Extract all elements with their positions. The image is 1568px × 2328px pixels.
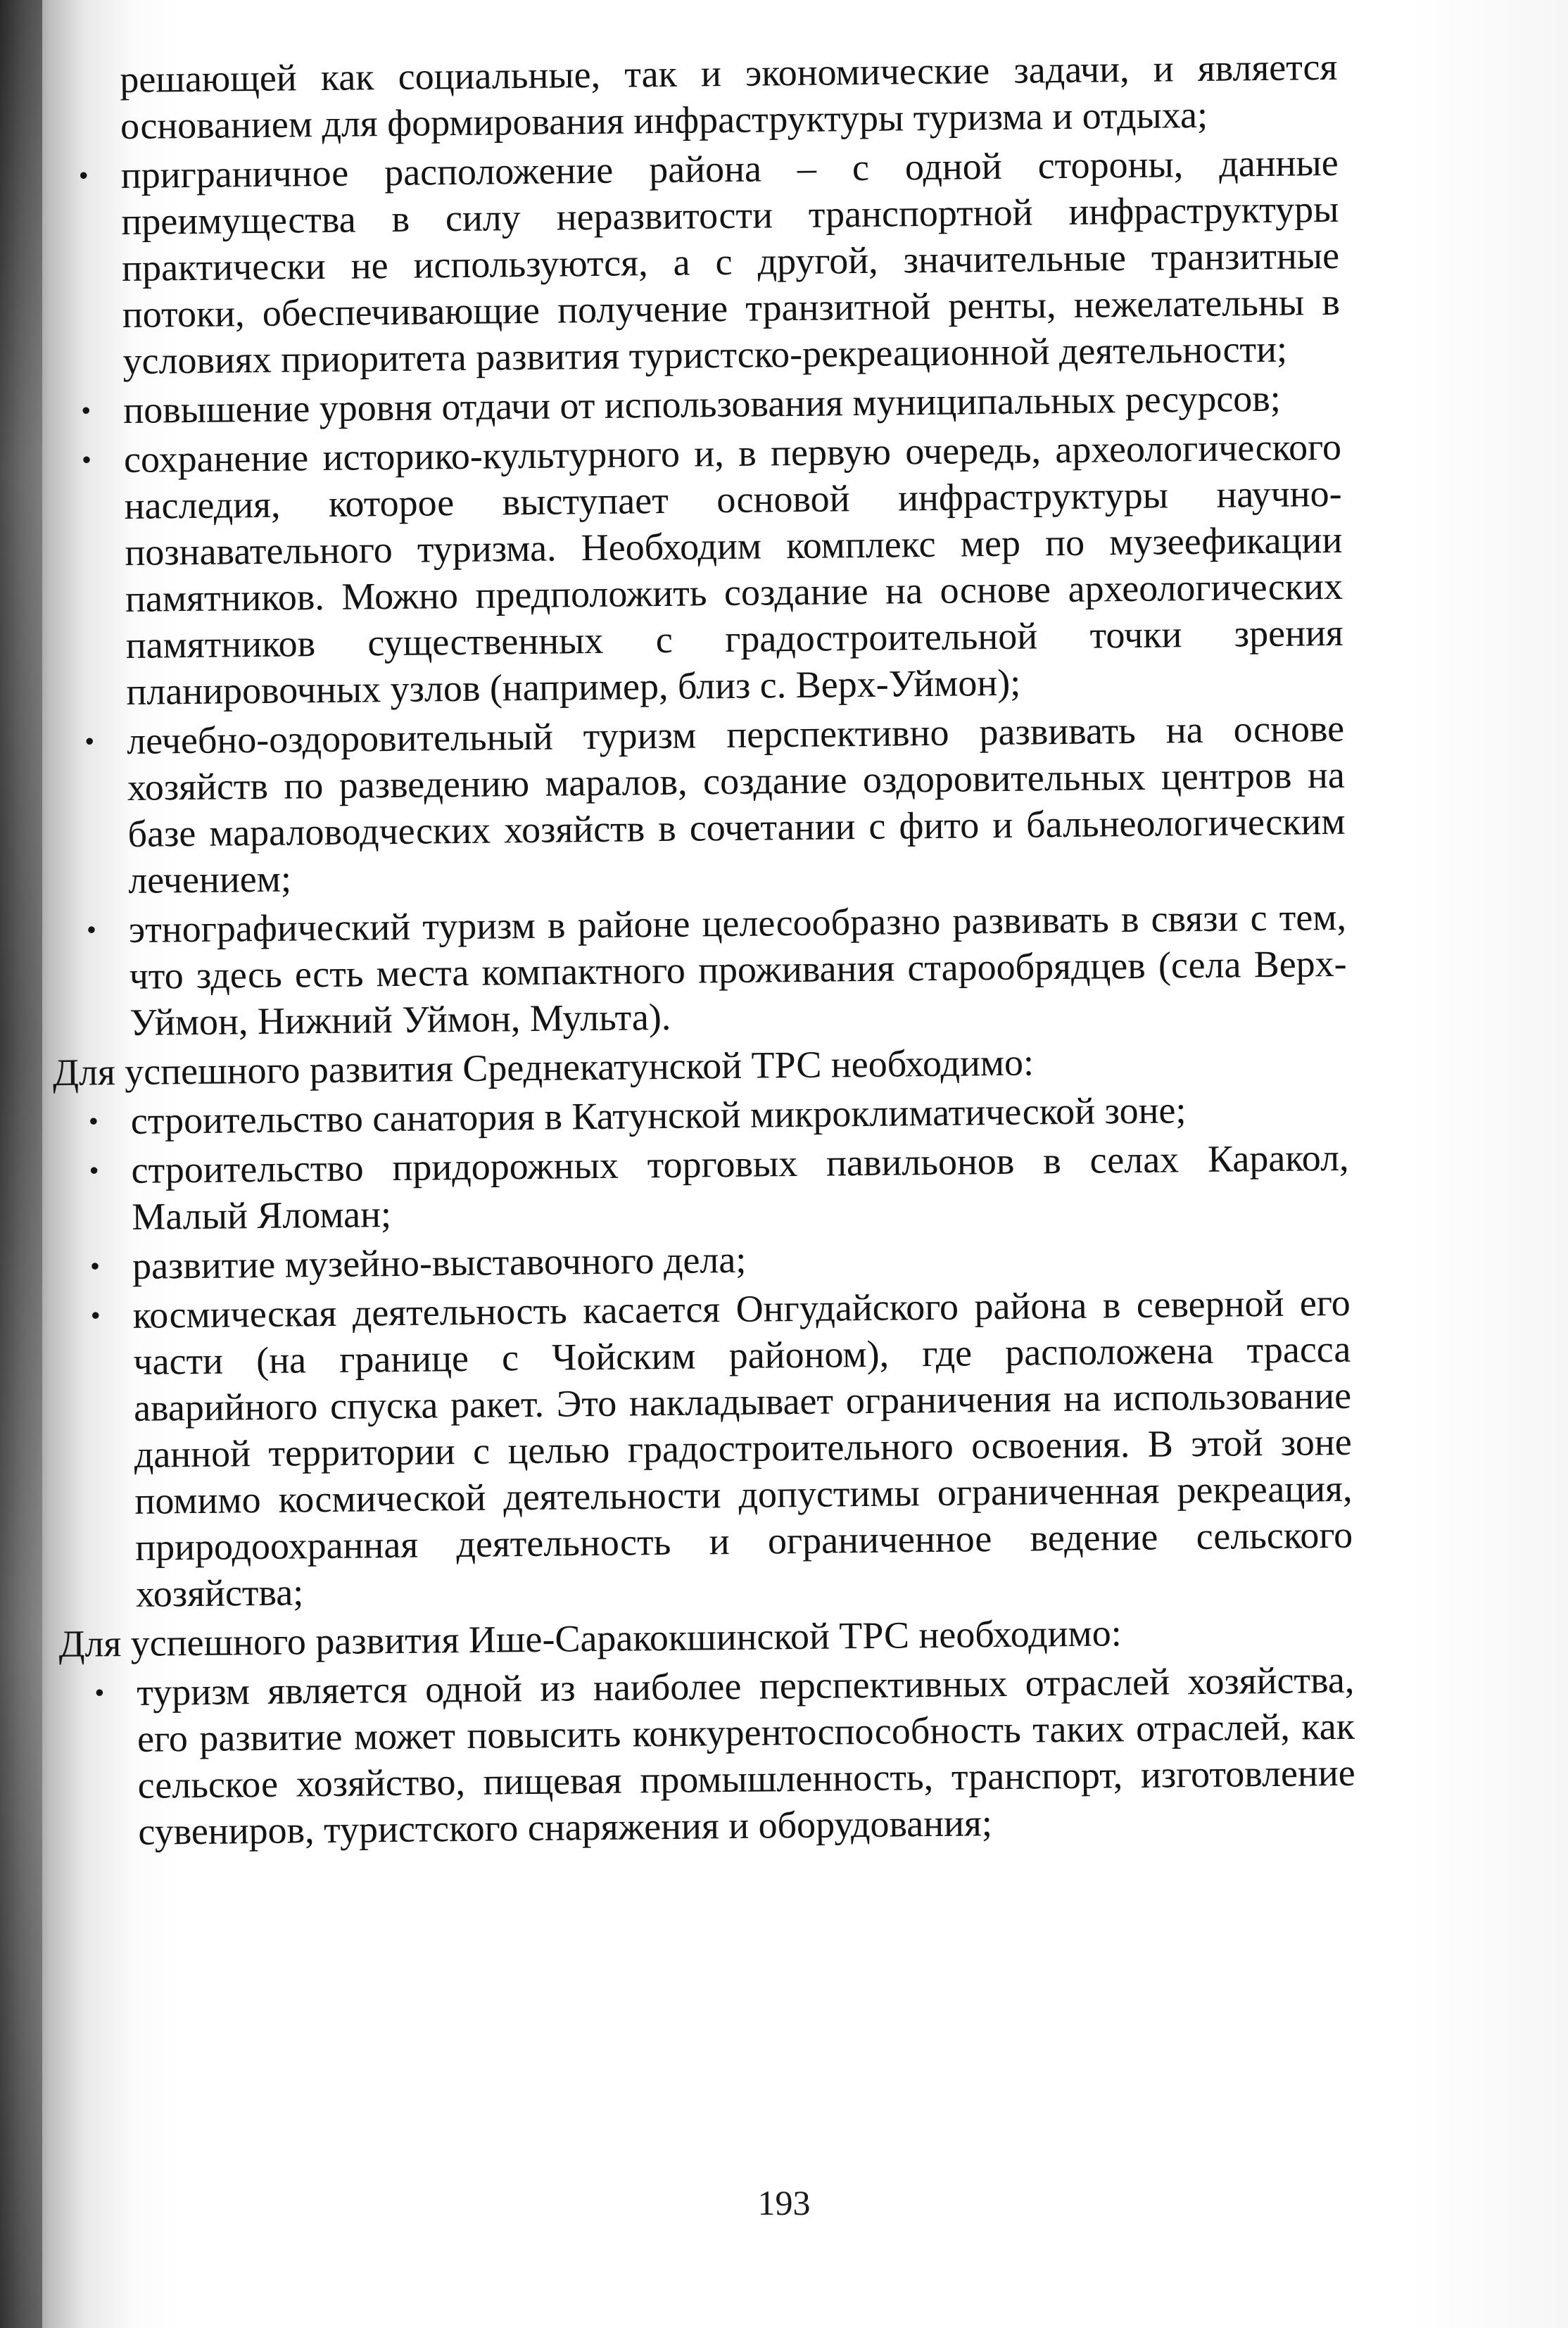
- bullet-icon: •: [88, 1105, 99, 1137]
- bullet-icon: •: [89, 1250, 101, 1282]
- list-item-text: туризм является одной из наиболее перспективных отраслей хозяйства, его развитие может повысить конкурентоспособность таких отраслей, как сельское хозяйство, пищевая промышленность, транспорт, изготовление сувениров, туристского снаряжения и оборудования;: [137, 1658, 1355, 1853]
- list-item: [88, 1085, 1348, 1144]
- list-item: [81, 374, 1341, 434]
- list-item-text: развитие музейно-выставочного дела;: [132, 1238, 747, 1287]
- list-item-text: космическая деятельность касается Онгудайского района в северной его части (на границе с Чойским районом), где расположена трасса аварийного спуска ракет. Это накладывает ограничения на использование данной территории с целью градостроительного освоения. В этой зоне помимо космической деятельности допустимы ограниченная рекреация, природоохранная деятельность и ограниченное ведение сельского хозяйства;: [132, 1281, 1353, 1615]
- body-text: [52, 44, 1356, 1858]
- bullet-icon: •: [90, 1299, 101, 1331]
- bullet-icon: •: [78, 159, 89, 191]
- list-item: [81, 424, 1344, 715]
- intro-paragraph: решающей как социальные, так и экономические задачи, и является основанием для формирования инфраструктуры туризма и отдыха;: [120, 45, 1338, 147]
- list-item: [90, 1279, 1353, 1617]
- bullet-list-three: [94, 1657, 1356, 1855]
- section-heading-ishe-sarakokshinskaya: Для успешного развития Ише-Саракокшинской ТРС необходимо:: [58, 1612, 1122, 1666]
- bullet-icon: •: [81, 394, 91, 426]
- list-item: [84, 705, 1346, 904]
- list-item-text: сохранение историко-культурного и, в первую очередь, археологического наследия, которое выступает основой инфраструктуры научно-познавательного туризма. Необходим комплекс мер по музеефикации памятников. Можно предположить создание на основе археологических памятников существенных с градостроительной точки зрения планировочных узлов (например, близ с. Верх-Уймон);: [123, 425, 1343, 713]
- list-item: [94, 1657, 1356, 1855]
- list-item: [89, 1134, 1349, 1240]
- binding-shadow: [0, 0, 42, 2328]
- bullet-icon: •: [89, 1154, 99, 1187]
- section-heading-sredne-katunskaya: Для успешного развития Среднекатунской ТРС необходимо:: [52, 1041, 1035, 1094]
- bullet-icon: •: [94, 1676, 105, 1709]
- bullet-icon: •: [86, 913, 97, 946]
- list-item-text: приграничное расположение района – с одной стороны, данные преимущества в силу неразвитости транспортной инфраструктуры практически не используются, а с другой, значительные транзитные потоки, обеспечивающие получение транзитной ренты, нежелательны в условиях приоритета развития туристско-рекреационной деятельности;: [120, 141, 1341, 382]
- bullet-list-two: [88, 1085, 1353, 1617]
- page-number: 193: [757, 2183, 811, 2222]
- list-item: [78, 139, 1341, 384]
- list-item-text: повышение уровня отдачи от использования муниципальных ресурсов;: [122, 377, 1282, 431]
- bullet-icon: •: [84, 725, 95, 757]
- list-item-text: строительство придорожных торговых павильонов в селах Каракол, Малый Яломан;: [131, 1136, 1349, 1238]
- list-item: [86, 894, 1348, 1046]
- list-item: [89, 1230, 1351, 1289]
- list-item-text: строительство санатория в Катунской микроклиматической зоне;: [130, 1089, 1187, 1142]
- list-item-text: лечебно-оздоровительный туризм перспективно развивать на основе хозяйств по разведению маралов, создание оздоровительных центров на базе мараловодческих хозяйств в сочетании с фито и бальнеологическим лечением;: [126, 707, 1346, 902]
- bullet-icon: •: [81, 443, 92, 476]
- list-item-text: этнографический туризм в районе целесообразно развивать в связи с тем, что здесь есть места компактного проживания старообрядцев (села Верх-Уймон, Нижний Уймон, Мульта).: [128, 895, 1347, 1044]
- bullet-list-one: [78, 139, 1347, 1046]
